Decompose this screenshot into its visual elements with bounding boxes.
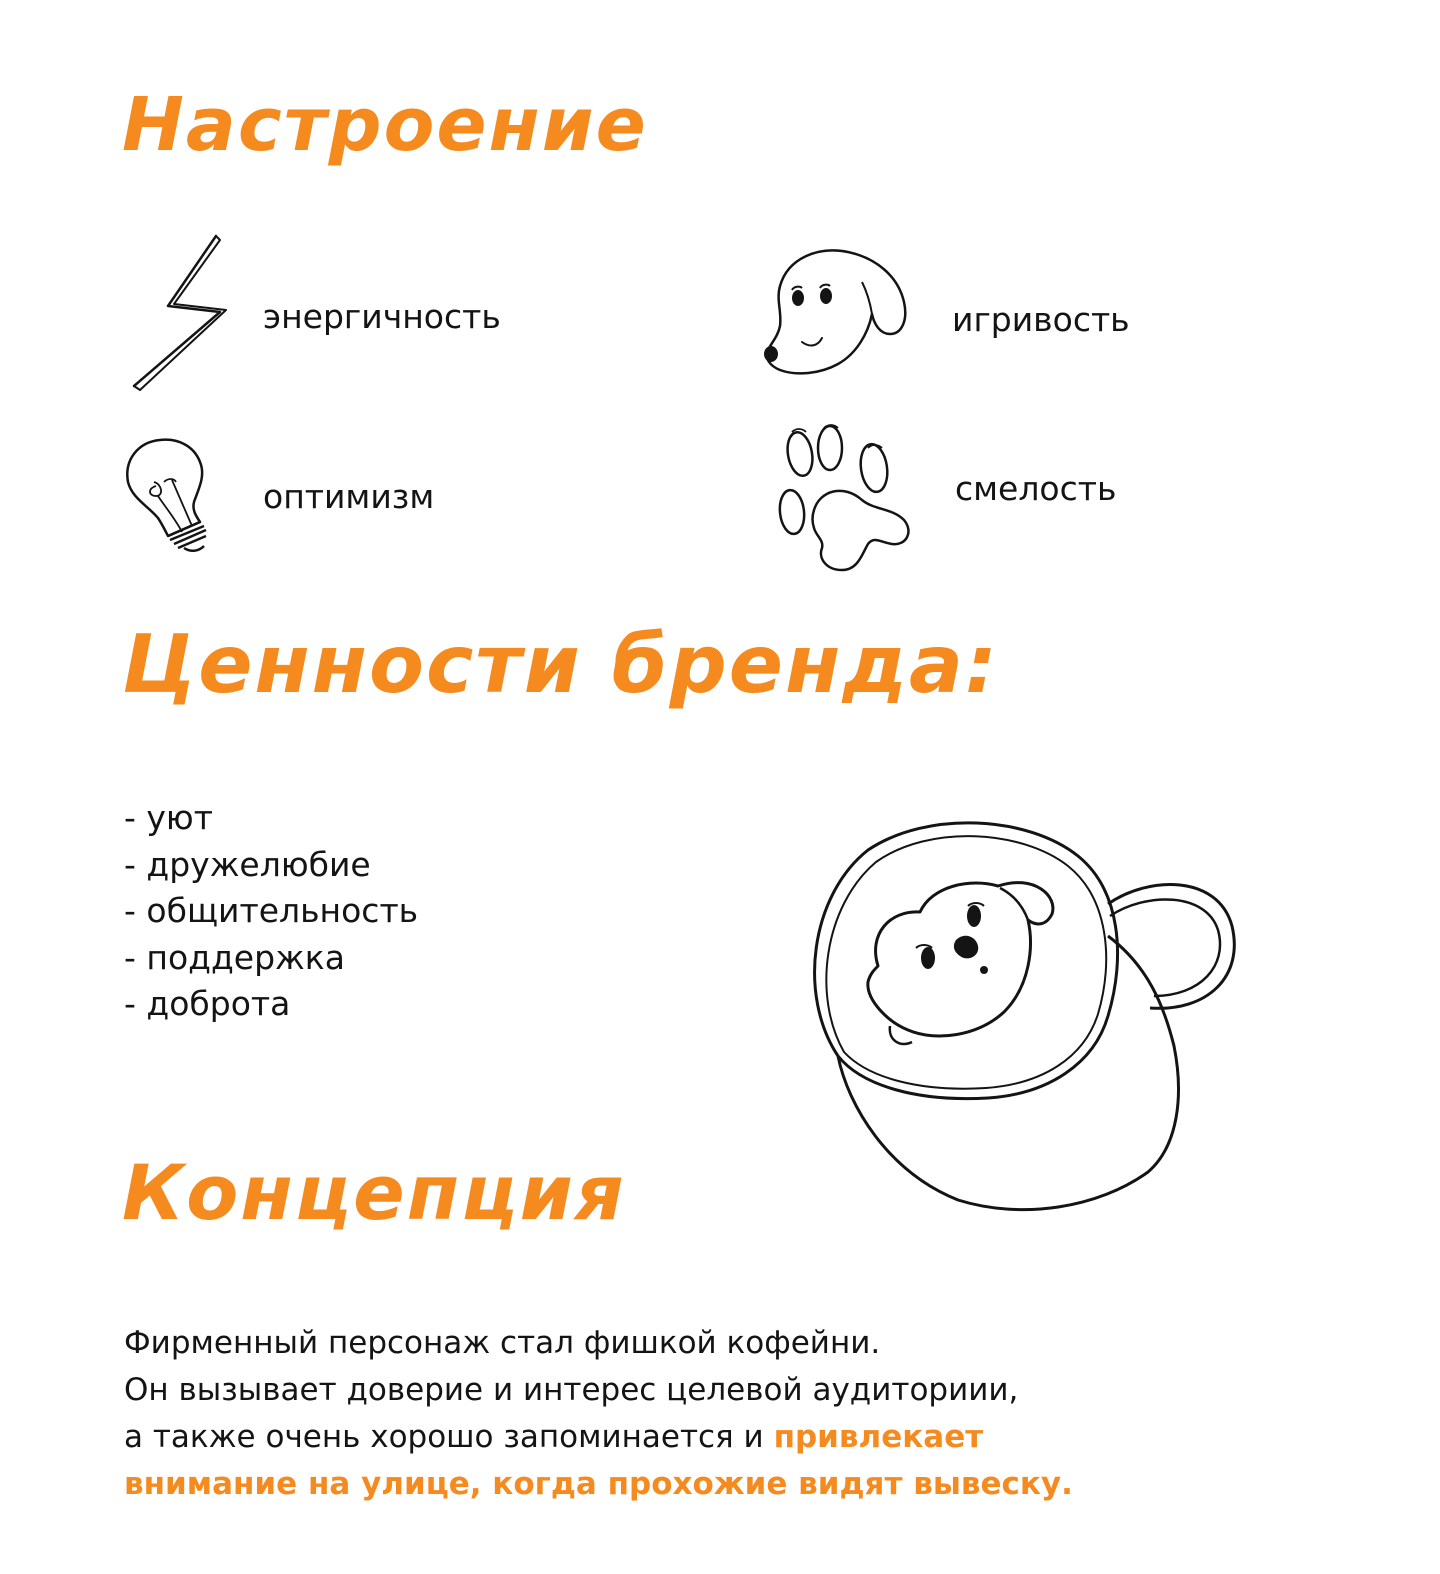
concept-line-3 <box>124 1414 1304 1461</box>
list-item: - доброта <box>124 984 291 1023</box>
brand-values-list <box>124 795 418 1028</box>
mood-label-playfulness: игривость <box>952 300 1130 339</box>
concept-heading: Концепция <box>122 1148 626 1237</box>
paw-print-icon <box>770 420 916 576</box>
concept-line-1: Фирменный персонаж стал фишкой кофейни. <box>124 1325 881 1361</box>
concept-line-3-plain: а также очень хорошо запоминается и <box>124 1419 774 1455</box>
list-item: - дружелюбие <box>124 844 371 884</box>
mood-heading: Настроение <box>122 82 648 168</box>
lightbulb-icon <box>120 436 230 556</box>
list-item: - поддержка <box>124 937 345 977</box>
mood-label-energy: энергичность <box>263 297 501 336</box>
concept-paragraph <box>124 1320 1304 1508</box>
list-item: - уют <box>124 798 213 837</box>
coffee-cup-dog-icon <box>808 816 1248 1216</box>
brand-values-heading: Ценности бренда: <box>122 618 999 711</box>
list-item: - общительность <box>124 891 419 930</box>
concept-line-4-highlight: внимание на улице, когда прохожие видят вывеску. <box>124 1466 1073 1502</box>
concept-line-2: Он вызывает доверие и интерес целевой аудиториии, <box>124 1372 1019 1408</box>
mood-label-courage: смелость <box>955 469 1117 508</box>
mood-label-optimism: оптимизм <box>263 477 435 516</box>
concept-line-3-highlight: привлекает <box>773 1419 984 1455</box>
dog-head-icon <box>758 246 910 378</box>
lightning-icon <box>128 234 228 394</box>
